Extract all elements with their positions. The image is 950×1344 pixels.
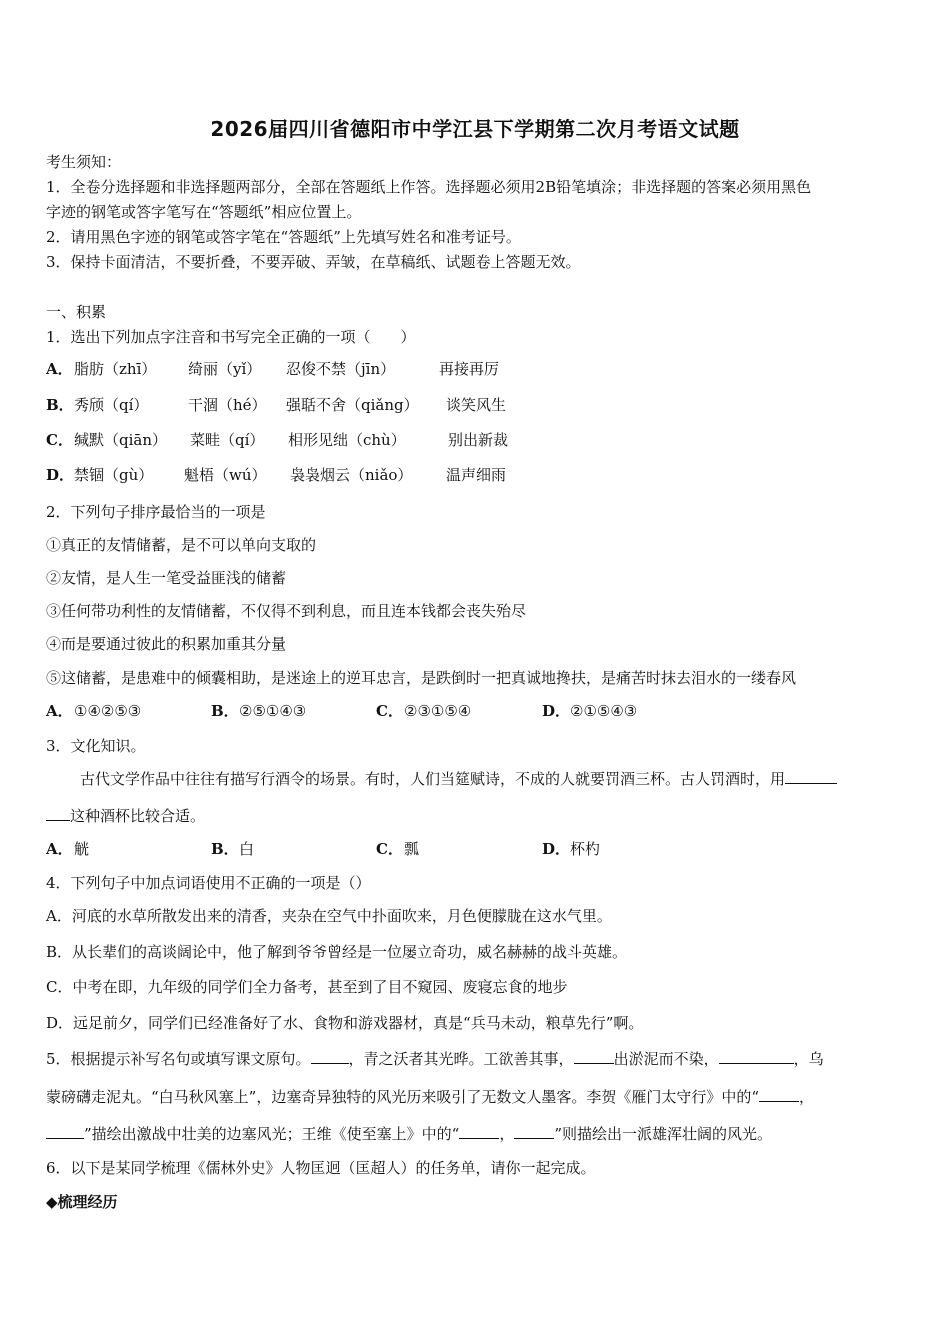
q4-stem: 4．下列句子中加点词语使用不正确的一项是（） bbox=[46, 874, 371, 892]
q3-paragraph-text: 这种酒杯比较合适。 bbox=[70, 807, 206, 825]
q5-text: ， bbox=[799, 1088, 815, 1106]
option-item: 秀颀（qí） bbox=[74, 396, 149, 414]
option-item: 相形见绌（chù） bbox=[288, 431, 406, 449]
option-item: 缄默（qiān） bbox=[74, 431, 168, 449]
q5-line-1 bbox=[46, 1049, 824, 1069]
option-item: 袅袅烟云（niǎo） bbox=[290, 466, 413, 484]
option-label: C． bbox=[376, 840, 403, 858]
q4-option-d: D．远足前夕，同学们已经准备好了水、食物和游戏器材，真是“兵马未动，粮草先行”啊。 bbox=[46, 1014, 644, 1032]
answer-blank bbox=[46, 1124, 84, 1139]
answer-blank bbox=[311, 1049, 349, 1064]
notice-item-1-line-2: 字迹的钢笔或答字笔写在“答题纸”相应位置上。 bbox=[46, 203, 362, 221]
option-label: C． bbox=[46, 431, 73, 449]
option-item: 强聒不舍（qiǎng） bbox=[286, 396, 419, 414]
q2-sentence-4: ④而是要通过彼此的积累加重其分量 bbox=[46, 635, 287, 653]
q2-sentence-2: ②友情，是人生一笔受益匪浅的储蓄 bbox=[46, 569, 287, 587]
q5-text: ”则描绘出一派雄浑壮阔的风光。 bbox=[554, 1125, 773, 1143]
notice-item-1-line-1: 1．全卷分选择题和非选择题两部分，全部在答题纸上作答。选择题必须用2B铅笔填涂；非选择题的答案必须用黑色 bbox=[46, 178, 812, 196]
option-text: 白 bbox=[239, 840, 255, 858]
option-item: 忍俊不禁（jīn） bbox=[286, 360, 396, 378]
option-item: 温声细雨 bbox=[446, 466, 507, 484]
q3-paragraph-text: 古代文学作品中往往有描写行酒令的场景。有时，人们当筵赋诗，不成的人就要罚酒三杯。古人罚酒时，用 bbox=[80, 770, 786, 788]
q3-paragraph-line-2 bbox=[46, 806, 205, 826]
section-heading: 一、积累 bbox=[46, 303, 107, 321]
q6-subheading: ◆梳理经历 bbox=[46, 1193, 118, 1211]
q2-sentence-5: ⑤这储蓄，是患难中的倾囊相助，是迷途上的逆耳忠言，是跌倒时一把真诚地搀扶，是痛苦时抹去泪水的一缕春风 bbox=[46, 669, 797, 687]
option-label: D． bbox=[542, 840, 571, 858]
q4-option-a: A．河底的水草所散发出来的清香，夹杂在空气中扑面吹来，月色便朦胧在这水气里。 bbox=[46, 907, 612, 925]
notice-item-3: 3．保持卡面清洁，不要折叠，不要弄破、弄皱，在草稿纸、试题卷上答题无效。 bbox=[46, 253, 581, 271]
option-label: A． bbox=[46, 360, 73, 378]
option-item: 菜畦（qí） bbox=[190, 431, 265, 449]
q5-text: ”描绘出激战中壮美的边塞风光；王维《使至塞上》中的“ bbox=[84, 1125, 460, 1143]
q2-sentence-3: ③任何带功利性的友情储蓄，不仅得不到利息，而且连本钱都会丧失殆尽 bbox=[46, 602, 527, 620]
notice-item-2: 2．请用黑色字迹的钢笔或答字笔在“答题纸”上先填写姓名和准考证号。 bbox=[46, 228, 521, 246]
option-text: 瓢 bbox=[404, 840, 420, 858]
q5-text: 蒙磅礴走泥丸。“白马秋风塞上”，边塞奇异独特的风光历来吸引了无数文人墨客。李贺《雁门太守行》中的“ bbox=[46, 1088, 760, 1106]
q1-stem: 1．选出下列加点字注音和书写完全正确的一项（ ） bbox=[46, 328, 416, 346]
option-label: B． bbox=[211, 702, 239, 720]
option-item: 脂肪（zhī） bbox=[74, 360, 157, 378]
q5-text: ，乌 bbox=[793, 1050, 824, 1068]
option-text: ①④②⑤③ bbox=[74, 702, 142, 720]
q5-text: ，青之沃者其光晔。工欲善其事， bbox=[348, 1050, 574, 1068]
q2-sentence-1: ①真正的友情储蓄，是不可以单向支取的 bbox=[46, 536, 317, 554]
option-item: 绮丽（yǐ） bbox=[188, 360, 262, 378]
q2-stem: 2．下列句子排序最恰当的一项是 bbox=[46, 503, 266, 521]
option-item: 别出新裁 bbox=[448, 431, 509, 449]
option-item: 干涸（hé） bbox=[188, 396, 267, 414]
option-text: ②③①⑤④ bbox=[404, 702, 472, 720]
option-label: B． bbox=[211, 840, 239, 858]
answer-blank bbox=[459, 1124, 499, 1139]
option-item: 魁梧（wú） bbox=[184, 466, 267, 484]
option-item: 谈笑风生 bbox=[446, 396, 507, 414]
option-item: 禁锢（gù） bbox=[74, 466, 154, 484]
answer-blank bbox=[514, 1124, 554, 1139]
option-label: A． bbox=[46, 702, 73, 720]
answer-blank bbox=[785, 769, 837, 784]
option-label: C． bbox=[376, 702, 403, 720]
q5-text: 出淤泥而不染， bbox=[613, 1050, 719, 1068]
q5-text: ， bbox=[499, 1125, 515, 1143]
q4-option-c: C．中考在即，九年级的同学们全力备考，甚至到了目不窥园、废寝忘食的地步 bbox=[46, 978, 568, 996]
q5-line-3 bbox=[46, 1124, 772, 1144]
option-label: D． bbox=[46, 466, 75, 484]
option-label: B． bbox=[46, 396, 74, 414]
q5-text: 5．根据提示补写名句或填写课文原句。 bbox=[46, 1050, 311, 1068]
option-label: A． bbox=[46, 840, 73, 858]
q3-stem: 3．文化知识。 bbox=[46, 737, 146, 755]
q5-line-2 bbox=[46, 1087, 814, 1107]
notice-heading: 考生须知： bbox=[46, 153, 122, 171]
answer-blank bbox=[719, 1049, 794, 1064]
option-item: 再接再厉 bbox=[439, 360, 500, 378]
option-text: ②①⑤④③ bbox=[570, 702, 638, 720]
q4-option-b: B．从长辈们的高谈阔论中，他了解到爷爷曾经是一位屡立奇功，威名赫赫的战斗英雄。 bbox=[46, 943, 628, 961]
answer-blank bbox=[759, 1087, 799, 1102]
option-text: 杯杓 bbox=[570, 840, 601, 858]
page-title: 2026届四川省德阳市中学江县下学期第二次月考语文试题 bbox=[210, 117, 740, 141]
answer-blank bbox=[46, 806, 70, 821]
option-text: 觥 bbox=[74, 840, 90, 858]
q3-paragraph-line-1 bbox=[80, 769, 837, 789]
option-text: ②⑤①④③ bbox=[239, 702, 307, 720]
answer-blank bbox=[574, 1049, 614, 1064]
q6-stem: 6．以下是某同学梳理《儒林外史》人物匡迥（匡超人）的任务单，请你一起完成。 bbox=[46, 1159, 596, 1177]
option-label: D． bbox=[542, 702, 571, 720]
